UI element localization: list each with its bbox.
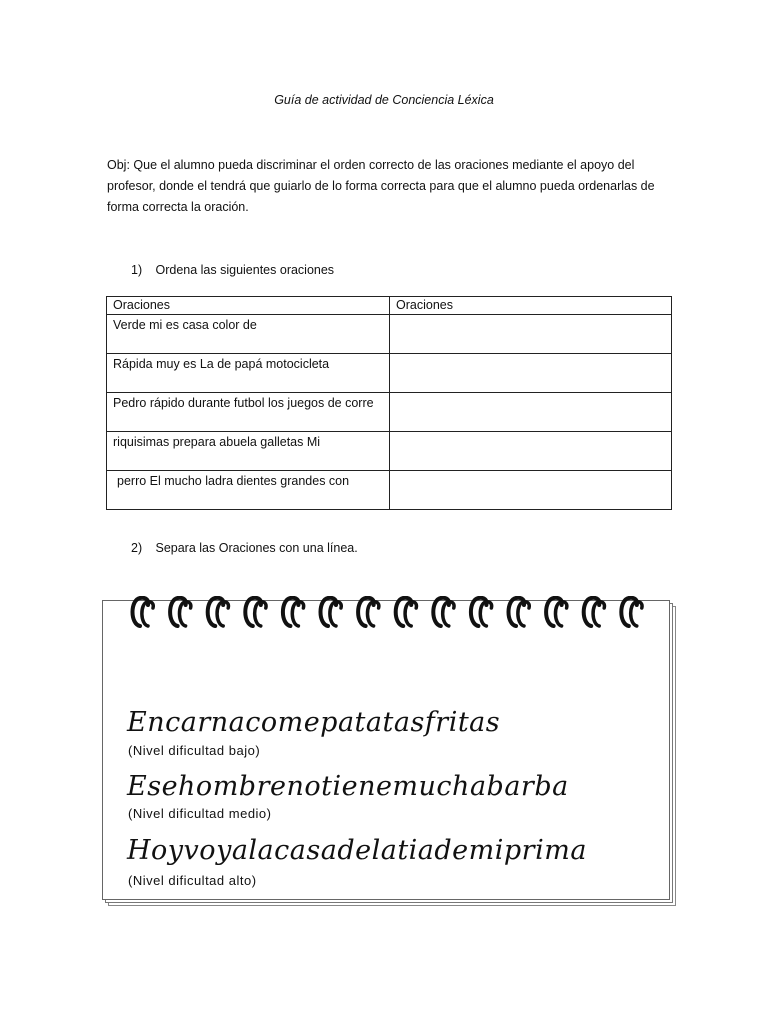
spiral-ring (283, 598, 304, 626)
spiral-ring (321, 598, 342, 626)
spiral-ring (584, 598, 605, 626)
sentences-table (106, 296, 672, 510)
activity-1-number: 1) (131, 263, 143, 277)
column-header: Oraciones (107, 297, 390, 315)
answer-cell[interactable] (390, 393, 672, 432)
activity-1-instruction: Ordena las siguientes oraciones (155, 263, 335, 277)
spiral-ring (509, 598, 530, 626)
answer-cell[interactable] (390, 471, 672, 510)
spiral-ring (170, 598, 191, 626)
scrambled-sentence: Verde mi es casa color de (107, 315, 390, 354)
scrambled-sentence: perro El mucho ladra dientes grandes con (107, 471, 390, 510)
spiral-ring (621, 598, 642, 626)
activity-2-heading (131, 541, 358, 555)
objective-text: Obj: Que el alumno pueda discriminar el orden correcto de las oraciones mediante el apoyo del profesor, donde el tendrá que guiarlo de lo forma correcta para que el alumno pueda ordenarlas de forma correcta la oración. (107, 158, 655, 214)
spiral-ring (358, 598, 379, 626)
difficulty-label: (Nivel dificultad alto) (128, 873, 257, 888)
spiral-ring (208, 598, 229, 626)
spiral-binding (100, 596, 678, 636)
answer-cell[interactable] (390, 354, 672, 393)
table-header-row (107, 297, 672, 315)
table-row (107, 393, 672, 432)
answer-cell[interactable] (390, 432, 672, 471)
cursive-phrase: Encarnacomepatatasfritas (127, 707, 501, 738)
activity-2-number: 2) (131, 541, 143, 555)
spiral-ring (433, 598, 454, 626)
page-title: Guía de actividad de Conciencia Léxica (274, 93, 494, 107)
activity-2-instruction: Separa las Oraciones con una línea. (155, 541, 358, 555)
spiral-ring (133, 598, 154, 626)
spiral-ring (471, 598, 492, 626)
table-row (107, 432, 672, 471)
spiral-ring (396, 598, 417, 626)
cursive-phrase: Hoyvoyalacasadelatiademiprima (127, 835, 587, 866)
table-row (107, 354, 672, 393)
table-row (107, 315, 672, 354)
scrambled-sentence: riquisimas prepara abuela galletas Mi (107, 432, 390, 471)
spiral-ring (546, 598, 567, 626)
spiral-ring (245, 598, 266, 626)
scrambled-sentence: Pedro rápido durante futbol los juegos de corre (107, 393, 390, 432)
answer-cell[interactable] (390, 315, 672, 354)
column-header: Oraciones (390, 297, 672, 315)
table-row (107, 471, 672, 510)
difficulty-label: (Nivel dificultad medio) (128, 806, 272, 821)
difficulty-label: (Nivel dificultad bajo) (128, 743, 261, 758)
activity-1-heading (131, 263, 334, 277)
cursive-phrase: Esehombrenotienemuchabarba (127, 771, 569, 802)
scrambled-sentence: Rápida muy es La de papá motocicleta (107, 354, 390, 393)
